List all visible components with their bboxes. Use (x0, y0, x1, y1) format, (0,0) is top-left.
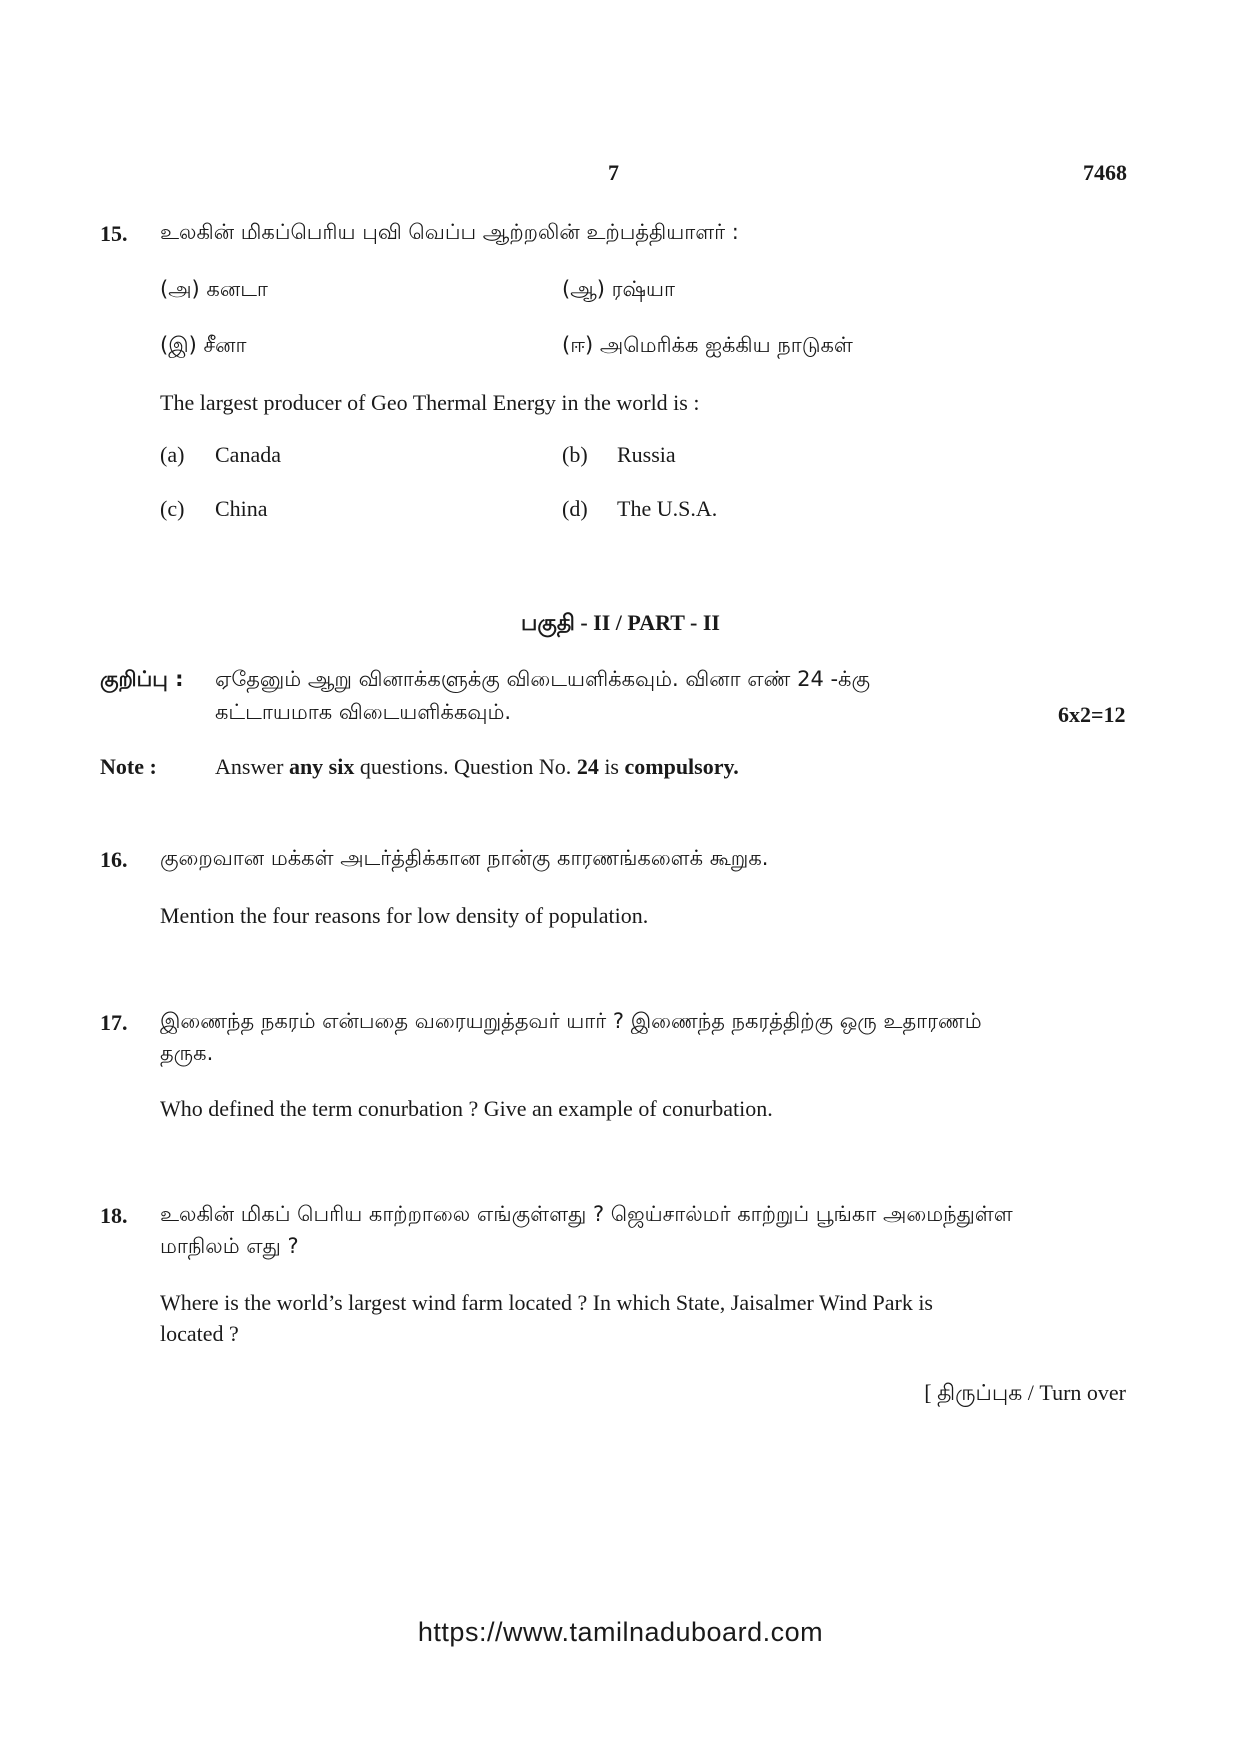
option-text: கனடா (206, 277, 268, 301)
note-text-part: is (598, 754, 625, 779)
tamil-note-line1: ஏதேனும் ஆறு வினாக்களுக்கு விடையளிக்கவும். வினா எண் 24 -க்கு (215, 667, 871, 691)
q15-tamil-option-b (562, 277, 675, 304)
note-emphasis: compulsory. (624, 754, 739, 779)
q15-english-option-b-label: (b) (562, 442, 588, 467)
q15-english-option-a-text: Canada (215, 442, 281, 467)
note-text (215, 754, 739, 780)
q18-tamil-line1: உலகின் மிகப் பெரிய காற்றாலை எங்குள்ளது ? ஜெய்சால்மர் காற்றுப் பூங்கா அமைந்துள்ள (160, 1202, 1013, 1226)
tamil-note-label: குறிப்பு : (100, 667, 184, 691)
option-text: சீனா (203, 333, 247, 357)
option-label: (ஆ) (562, 277, 605, 301)
footer-url: https://www.tamilnaduboard.com (417, 1617, 824, 1647)
q15-english-option-a-label: (a) (160, 442, 185, 467)
note-emphasis: any six (288, 754, 355, 779)
q15-english-option-b-text: Russia (617, 442, 676, 467)
option-label: (அ) (160, 277, 200, 301)
q18-english-line2: located ? (160, 1321, 239, 1346)
note-text-part: Answer (215, 754, 289, 779)
q15-english-option-c-text: China (215, 496, 268, 521)
note-text-part: questions. Question No. (354, 754, 577, 779)
q17-tamil-line2: தருக. (160, 1041, 214, 1065)
q16-tamil-line1: குறைவான மக்கள் அடர்த்திக்கான நான்கு காரணங்களைக் கூறுக. (160, 846, 769, 870)
q15-tamil-option-d (562, 333, 853, 360)
option-text: ரஷ்யா (611, 277, 675, 301)
q18-tamil-line2: மாநிலம் எது ? (160, 1234, 299, 1258)
option-text: அமெரிக்க ஐக்கிய நாடுகள் (599, 333, 853, 357)
question-number-17: 17. (100, 1010, 128, 1035)
q15-english-option-c-label: (c) (160, 496, 185, 521)
part-title: பகுதி - II / PART - II (521, 610, 720, 635)
q15-english-question: The largest producer of Geo Thermal Energy in the world is : (160, 390, 700, 415)
q15-english-option-d-label: (d) (562, 496, 588, 521)
q15-tamil-option-c (160, 333, 246, 360)
q17-tamil-line1: இணைந்த நகரம் என்பதை வரையறுத்தவர் யார் ? இணைந்த நகரத்திற்கு ஒரு உதாரணம் (160, 1009, 982, 1033)
marks-scheme: 6x2=12 (1058, 702, 1126, 727)
question-number-16: 16. (100, 847, 128, 872)
page-number: 7 (608, 160, 619, 185)
paper-code: 7468 (1083, 160, 1127, 185)
q18-english-line1: Where is the world’s largest wind farm located ? In which State, Jaisalmer Wind Park is (160, 1290, 933, 1315)
q16-english-line1: Mention the four reasons for low density of population. (160, 903, 649, 928)
question-number-15: 15. (100, 221, 128, 246)
note-emphasis: 24 (576, 754, 599, 779)
option-label: (இ) (160, 333, 197, 357)
q15-tamil-option-a (160, 277, 268, 304)
turn-over-note: [ திருப்புக / Turn over (924, 1380, 1126, 1405)
q17-english-line1: Who defined the term conurbation ? Give an example of conurbation. (160, 1096, 773, 1121)
note-label: Note : (100, 754, 157, 779)
q15-tamil-question: உலகின் மிகப்பெரிய புவி வெப்ப ஆற்றலின் உற்பத்தியாளர் : (160, 220, 739, 244)
question-number-18: 18. (100, 1203, 128, 1228)
q15-english-option-d-text: The U.S.A. (617, 496, 718, 521)
tamil-note-line2: கட்டாயமாக விடையளிக்கவும். (215, 700, 512, 724)
option-label: (ஈ) (562, 333, 594, 357)
